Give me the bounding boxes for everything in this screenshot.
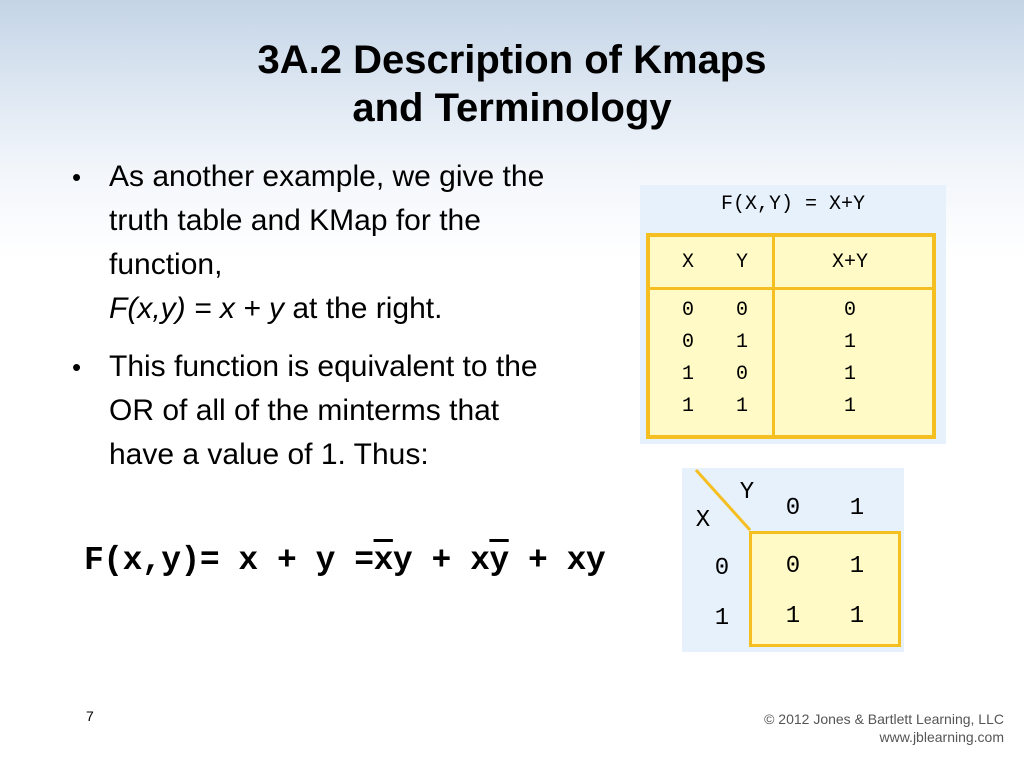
bullet-item-2 bbox=[70, 345, 560, 477]
slide-title-line-2: and Terminology bbox=[352, 86, 672, 130]
kmap-column-label: 1 bbox=[849, 495, 865, 522]
equation-lhs: F(x,y) bbox=[84, 542, 200, 579]
truth-table-cell: 1 bbox=[735, 331, 748, 354]
equation-term1-rest: y bbox=[392, 542, 413, 579]
truth-table-cell: 0 bbox=[681, 331, 694, 354]
truth-table-header-output: X+Y bbox=[831, 251, 868, 274]
kmap-cell: 1 bbox=[849, 553, 865, 580]
bullet-1-tail: at the right. bbox=[284, 292, 443, 325]
slide-title-line-1: 3A.2 Description of Kmaps bbox=[257, 38, 767, 82]
truth-table bbox=[646, 233, 936, 439]
bullet-dot: • bbox=[72, 162, 82, 192]
kmap-column-label: 0 bbox=[785, 495, 801, 522]
truth-table-cell: 0 bbox=[735, 299, 748, 322]
equation-term2-complement: $\overline{y}$ bbox=[489, 542, 509, 579]
truth-table-divider-horizontal bbox=[650, 287, 932, 290]
kmap-cell: 1 bbox=[785, 603, 801, 630]
bullet-item-1 bbox=[70, 155, 560, 331]
bullet-2-text: This function is equivalent to the OR of all of the minterms that have a value of 1. Thus: bbox=[109, 350, 538, 471]
equation-or-part: = x + y = bbox=[199, 542, 374, 579]
equation-term3: + xy bbox=[508, 542, 606, 579]
truth-table-caption: F(X,Y) = X+Y bbox=[640, 185, 946, 229]
truth-table-cell: 0 bbox=[735, 363, 748, 386]
truth-table-cell: 0 bbox=[843, 299, 856, 322]
truth-table-cell: 0 bbox=[681, 299, 694, 322]
truth-table-cell: 1 bbox=[681, 363, 694, 386]
copyright-notice bbox=[764, 710, 1004, 746]
bullet-1-function: F(x,y) = x + y bbox=[109, 292, 285, 325]
truth-table-cell: 1 bbox=[843, 363, 856, 386]
copyright-line-1: © 2012 Jones & Bartlett Learning, LLC bbox=[764, 711, 1004, 727]
kmap-cell: 0 bbox=[785, 553, 801, 580]
truth-table-cell: 1 bbox=[735, 395, 748, 418]
truth-table-cell: 1 bbox=[843, 395, 856, 418]
kmap-grid bbox=[749, 531, 901, 647]
kmap-row-label: 1 bbox=[714, 605, 730, 632]
kmap-cell: 1 bbox=[849, 603, 865, 630]
kmap-row-label: 0 bbox=[714, 555, 730, 582]
truth-table-divider-vertical bbox=[772, 237, 775, 435]
truth-table-cell: 1 bbox=[681, 395, 694, 418]
slide-title bbox=[0, 36, 1024, 132]
truth-table-cell: 1 bbox=[843, 331, 856, 354]
truth-table-header-y: Y bbox=[735, 251, 748, 274]
bullet-dot: • bbox=[72, 352, 82, 382]
bullet-list bbox=[70, 155, 560, 491]
copyright-line-2: www.jblearning.com bbox=[879, 729, 1004, 745]
equation-term1-complement: $\overline{x}$ bbox=[373, 542, 393, 579]
sum-of-minterms-equation bbox=[84, 536, 605, 586]
page-number: 7 bbox=[86, 708, 94, 724]
kmap-row-variable: X bbox=[695, 507, 711, 534]
truth-table-header-x: X bbox=[681, 251, 694, 274]
kmap-column-variable: Y bbox=[739, 479, 755, 506]
equation-term2-prefix: + x bbox=[412, 542, 490, 579]
bullet-1-text: As another example, we give the truth table and KMap for the function, bbox=[109, 160, 545, 281]
